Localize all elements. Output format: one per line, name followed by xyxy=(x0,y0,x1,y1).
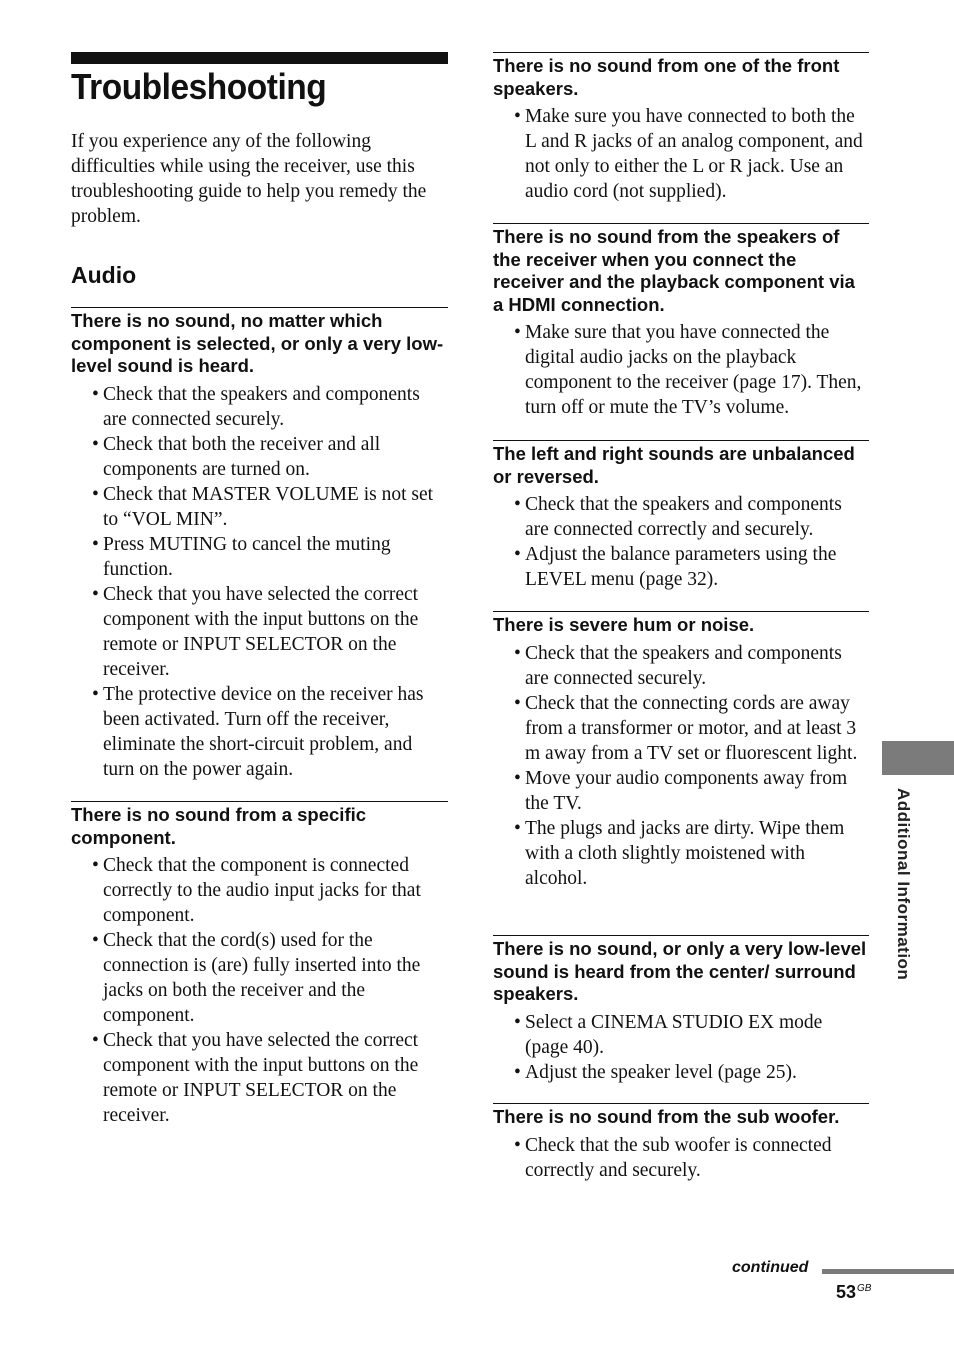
continued-bar xyxy=(822,1269,954,1274)
bullet-icon: • xyxy=(514,544,521,565)
list-item xyxy=(71,382,448,432)
title-rule xyxy=(71,52,448,64)
continued-label: continued xyxy=(732,1259,809,1276)
list-item xyxy=(493,1060,869,1085)
trouble-list xyxy=(493,492,869,592)
trouble-heading: There is no sound from one of the front speakers. xyxy=(493,55,840,99)
list-item xyxy=(71,432,448,482)
list-item-text: Check that the speakers and components are connected securely. xyxy=(525,642,842,689)
list-item xyxy=(493,320,869,420)
trouble-list xyxy=(493,104,869,204)
intro-paragraph: If you experience any of the following difficulties while using the receiver, use this troubleshooting guide to help you remedy the problem. xyxy=(71,131,427,227)
trouble-list xyxy=(71,853,448,1128)
bullet-icon: • xyxy=(92,930,99,951)
bullet-icon: • xyxy=(514,817,521,839)
trouble-heading: The left and right sounds are unbalanced or reversed. xyxy=(493,443,855,487)
list-item xyxy=(71,928,448,1028)
list-item-text: Check that the connecting cords are away from a transformer or motor, and at least 3 m away from a TV set or fluorescent light. xyxy=(525,692,858,764)
bullet-icon: • xyxy=(514,1134,521,1156)
trouble-block xyxy=(493,223,869,420)
list-item-text: Make sure you have connected to both the L and R jacks of an analog component, and not only to either the L or R jack. Use an audio cord (not supplied). xyxy=(525,106,863,202)
section-title-audio: Audio xyxy=(71,262,137,288)
bullet-icon: • xyxy=(92,433,99,455)
trouble-heading: There is no sound from the sub woofer. xyxy=(493,1106,840,1127)
list-item xyxy=(493,766,869,816)
bullet-icon: • xyxy=(92,1030,99,1051)
bullet-icon: • xyxy=(92,855,99,876)
list-item-text: Move your audio components away from the TV. xyxy=(525,767,848,814)
trouble-block xyxy=(493,440,869,592)
list-item xyxy=(493,691,869,766)
list-item xyxy=(493,1010,869,1060)
bullet-icon: • xyxy=(514,494,521,515)
bullet-icon: • xyxy=(92,683,99,705)
trouble-list xyxy=(493,1010,869,1085)
trouble-heading: There is severe hum or noise. xyxy=(493,614,755,635)
list-item-text: Make sure that you have connected the digital audio jacks on the playback component to the receiver (page 17). Then, turn off or mute the TV’s volume. xyxy=(525,322,862,418)
bullet-icon: • xyxy=(514,322,521,343)
trouble-list xyxy=(493,320,869,420)
trouble-heading: There is no sound from the speakers of the receiver when you connect the receiver and the playback component via a HDMI connection. xyxy=(493,226,855,315)
bullet-icon: • xyxy=(92,483,99,505)
page-number xyxy=(836,1282,871,1303)
trouble-block xyxy=(493,1103,869,1183)
list-item-text: The plugs and jacks are dirty. Wipe them with a cloth slightly moistened with alcohol. xyxy=(525,817,845,889)
list-item xyxy=(493,542,869,592)
bullet-icon: • xyxy=(92,583,99,605)
bullet-icon: • xyxy=(514,106,521,127)
trouble-block xyxy=(493,52,869,204)
bullet-icon: • xyxy=(514,642,521,664)
list-item-text: Check that both the receiver and all components are turned on. xyxy=(103,433,381,480)
list-item xyxy=(71,482,448,532)
list-item-text: Check that you have selected the correct component with the input buttons on the remote or INPUT SELECTOR on the receiver. xyxy=(103,1030,419,1126)
bullet-icon: • xyxy=(514,692,521,714)
list-item xyxy=(71,853,448,928)
list-item xyxy=(493,816,869,891)
list-item xyxy=(71,1028,448,1128)
list-item-text: Press MUTING to cancel the muting function. xyxy=(103,533,391,580)
list-item-text: Check that MASTER VOLUME is not set to “VOL MIN”. xyxy=(103,483,434,530)
side-section-label: Additional Information xyxy=(894,788,913,981)
trouble-block xyxy=(71,307,448,782)
page-title: Troubleshooting xyxy=(71,66,327,107)
bullet-icon: • xyxy=(514,1011,521,1033)
list-item xyxy=(71,582,448,682)
list-item-text: Check that the cord(s) used for the connection is (are) fully inserted into the jacks on both the receiver and the component. xyxy=(103,930,421,1026)
section-tab-marker xyxy=(882,741,954,775)
list-item xyxy=(493,1133,869,1183)
list-item-text: Check that you have selected the correct component with the input buttons on the remote or INPUT SELECTOR on the receiver. xyxy=(103,583,419,680)
list-item xyxy=(71,532,448,582)
list-item xyxy=(493,104,869,204)
trouble-list xyxy=(493,641,869,891)
page-number-suffix: GB xyxy=(857,1283,872,1294)
trouble-heading: There is no sound, or only a very low-level sound is heard from the center/ surround speakers. xyxy=(493,938,867,1004)
trouble-block xyxy=(71,801,448,1128)
list-item xyxy=(493,492,869,542)
bullet-icon: • xyxy=(92,533,99,555)
trouble-list xyxy=(493,1133,869,1183)
list-item-text: Adjust the balance parameters using the LEVEL menu (page 32). xyxy=(525,544,837,590)
bullet-icon: • xyxy=(514,767,521,789)
list-item-text: Check that the speakers and components are connected securely. xyxy=(103,383,420,430)
list-item xyxy=(493,641,869,691)
list-item-text: Adjust the speaker level (page 25). xyxy=(525,1061,797,1083)
list-item-text: Check that the speakers and components are connected correctly and securely. xyxy=(525,494,842,540)
list-item-text: Check that the component is connected correctly to the audio input jacks for that component. xyxy=(103,855,421,926)
trouble-list xyxy=(71,382,448,782)
list-item-text: Select a CINEMA STUDIO EX mode (page 40). xyxy=(525,1011,823,1058)
trouble-block xyxy=(493,611,869,891)
trouble-heading: There is no sound, no matter which component is selected, or only a very low-level sound is heard. xyxy=(71,310,444,376)
bullet-icon: • xyxy=(514,1061,521,1083)
list-item-text: Check that the sub woofer is connected correctly and securely. xyxy=(525,1134,832,1181)
bullet-icon: • xyxy=(92,383,99,405)
list-item-text: The protective device on the receiver has been activated. Turn off the receiver, eliminate the short-circuit problem, and turn on the power again. xyxy=(103,683,424,780)
page-number-value: 53 xyxy=(836,1282,857,1302)
list-item xyxy=(71,682,448,782)
trouble-heading: There is no sound from a specific component. xyxy=(71,804,367,848)
trouble-block xyxy=(493,935,869,1085)
